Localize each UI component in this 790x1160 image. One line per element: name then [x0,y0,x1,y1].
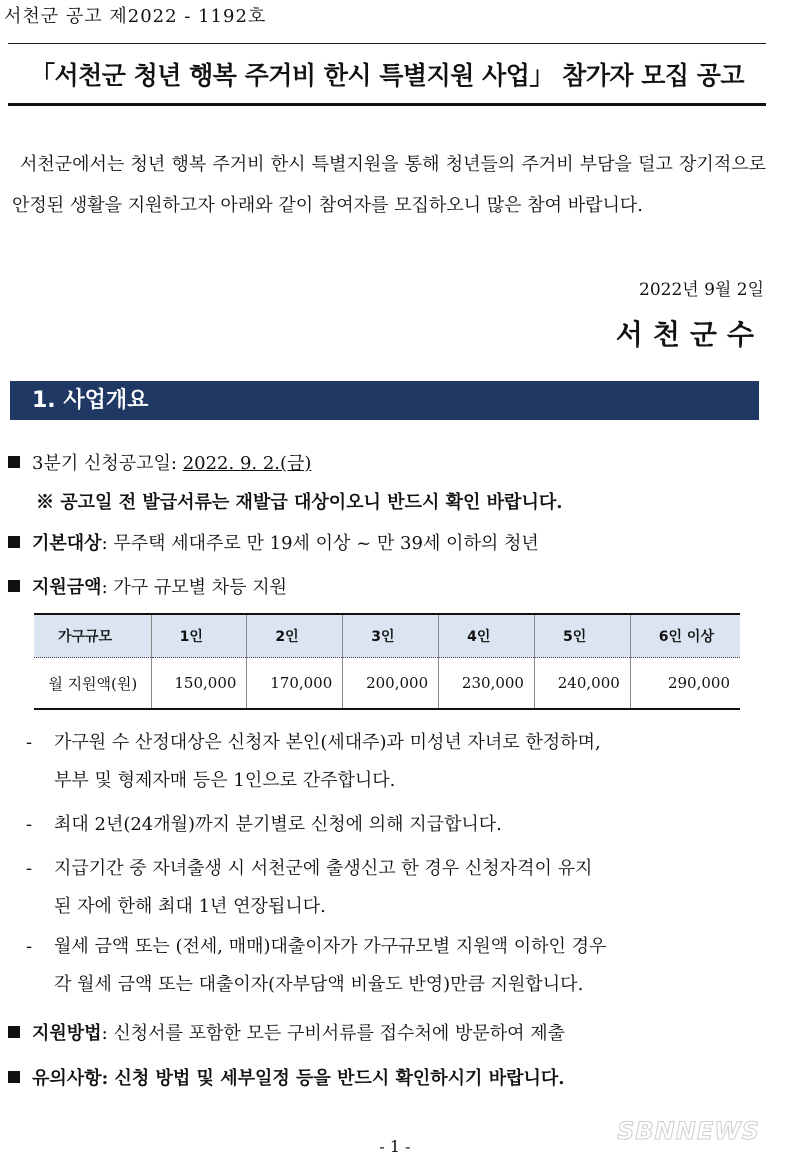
page-number: - 1 - [379,1137,411,1156]
target-label: 기본대상 [32,533,102,554]
table-header-cell: 2인 [247,614,343,658]
section-heading: 1. 사업개요 [10,381,759,420]
dash-item: - 월세 금액 또는 (전세, 매매)대출이자가 가구규모별 지원액 이하인 경우 각 월세 금액 또는 대출이자(자부담액 비율도 반영)만큼 지원합니다. [26,928,766,1004]
square-bullet-icon [8,456,20,468]
page-title: 「서천군 청년 행복 주거비 한시 특별지원 사업」 참가자 모집 공고 [29,61,745,90]
signer-name: 서천군수 [615,318,764,351]
table-header-cell: 5인 [534,614,630,658]
dash-line: 각 월세 금액 또는 대출이자(자부담액 비율도 반영)만큼 지원합니다. [54,974,584,995]
table-cell: 290,000 [630,658,740,710]
square-bullet-icon [8,536,20,548]
dash-line: 최대 2년(24개월)까지 분기별로 신청에 의해 지급합니다. [54,814,502,835]
caution-label: 유의사항 [32,1068,102,1089]
bullet-method [8,1019,565,1045]
square-bullet-icon [8,1026,20,1038]
method-label: 지원방법 [32,1023,102,1044]
top-divider [8,43,766,44]
dash-line: 가구원 수 산정대상은 신청자 본인(세대주)과 미성년 자녀로 한정하며, [54,732,601,753]
table-header-cell: 4인 [439,614,535,658]
dash-item: - 최대 2년(24개월)까지 분기별로 신청에 의해 지급합니다. [26,814,502,835]
dash-line: 월세 금액 또는 (전세, 매매)대출이자가 가구규모별 지원액 이하인 경우 [54,936,607,957]
announcement-date: 2022년 9월 2일 [639,280,764,300]
amount-label: 지원금액 [32,577,102,598]
table-header-cell: 가구규모 [34,614,151,658]
target-text: : 무주택 세대주로 만 19세 이상 ~ 만 39세 이하의 청년 [101,533,539,554]
table-cell: 230,000 [439,658,535,710]
square-bullet-icon [8,580,20,592]
square-bullet-icon [8,1071,20,1083]
dash-line: 지급기간 중 자녀출생 시 서천군에 출생신고 한 경우 신청자격이 유지 [54,858,593,879]
table-header-cell: 1인 [151,614,247,658]
table-header-cell: 3인 [343,614,439,658]
watermark-logo: SBNNEWS [617,1117,760,1145]
dash-item: - 지급기간 중 자녀출생 시 서천군에 출생신고 한 경우 신청자격이 유지 된 자에 한해 최대 1년 연장됩니다. [26,850,766,926]
table-cell: 150,000 [151,658,247,710]
table-row-label: 월 지원액(원) [34,658,151,710]
table-cell: 200,000 [343,658,439,710]
announce-label: 3분기 신청공고일: [32,453,183,474]
amount-text: : 가구 규모별 차등 지원 [101,577,288,598]
reissue-note: ※ 공고일 전 발급서류는 재발급 대상이오니 반드시 확인 바랍니다. [36,492,563,513]
table-row [34,658,740,710]
document-number: 서천군 공고 제2022 - 1192호 [4,6,267,27]
caution-text: : 신청 방법 및 세부일정 등을 반드시 확인하시기 바랍니다. [101,1068,565,1089]
intro-paragraph: 서천군에서는 청년 행복 주거비 한시 특별지원을 통해 청년들의 주거비 부담을 덜고 장기적으로 안정된 생활을 지원하고자 아래와 같이 참여자를 모집하오니 많은 참여 바랍니다. [12,154,766,216]
dash-item: - 가구원 수 산정대상은 신청자 본인(세대주)과 미성년 자녀로 한정하며, 부부 및 형제자매 등은 1인으로 간주합니다. [26,724,766,800]
table-cell: 240,000 [534,658,630,710]
dash-line: 부부 및 형제자매 등은 1인으로 간주합니다. [54,770,396,791]
announce-date-value: 2022. 9. 2.(금) [182,453,312,474]
method-text: : 신청서를 포함한 모든 구비서류를 접수처에 방문하여 제출 [101,1023,565,1044]
bullet-amount [8,573,287,599]
support-amount-table [34,613,740,710]
table-header-row [34,614,740,658]
bullet-announce-date [8,449,311,475]
table-header-cell: 6인 이상 [630,614,740,658]
title-divider [8,103,766,106]
bullet-target [8,529,539,555]
table-cell: 170,000 [247,658,343,710]
bullet-caution [8,1064,565,1090]
dash-line: 된 자에 한해 최대 1년 연장됩니다. [54,896,326,917]
